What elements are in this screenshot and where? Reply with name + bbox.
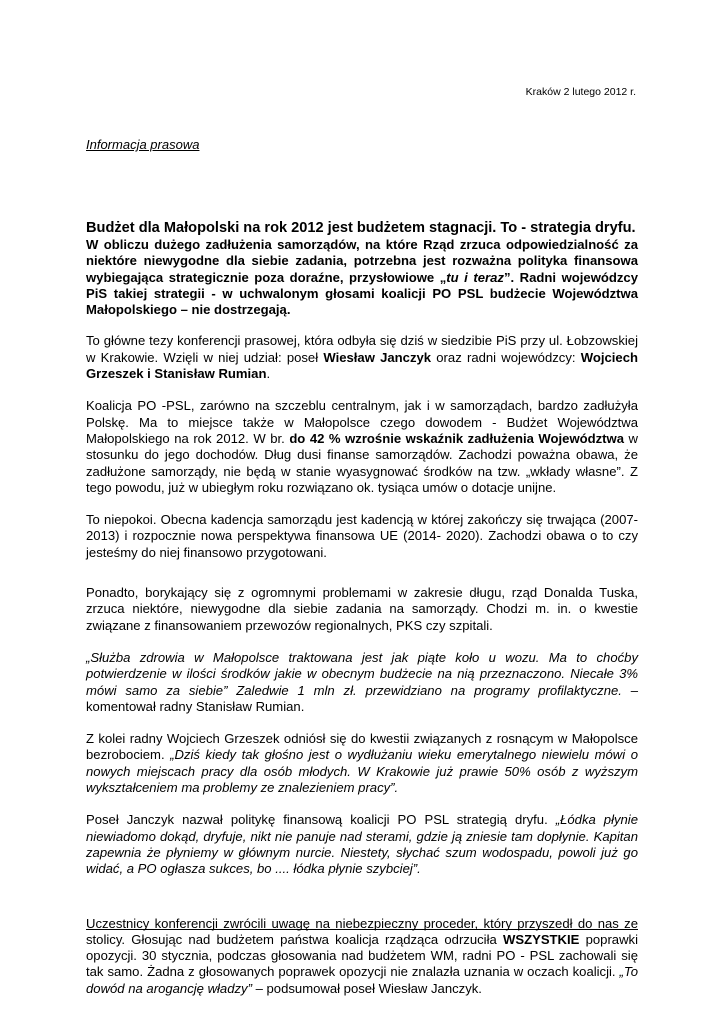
paragraph-amendments <box>86 916 638 997</box>
speaker-names: Wojciech Grzeszek i Stanisław Rumian <box>86 349 638 382</box>
lead-text-2: ”. Radni wojewódzcy PiS takiej strategii - w uchwalonym głosami koalicji PO PSL budżecie Województwa Małopolskiego – nie dostrzegają. <box>86 269 639 318</box>
text: . <box>266 366 271 382</box>
lead-text-1: W obliczu dużego zadłużenia samorządów, na które Rząd zrzuca odpowiedzialność za niektóre niewygodne dla siebie zadania, potrzebna jest rozważna polityka finansowa wybiegająca strategicznie poza doraźne, przysłowiowe „ <box>86 237 638 285</box>
quote: „Łódka płynie niewiadomo dokąd, dryfuje, nikt nie panuje nad sterami, gdzie ją zniesie tam dopłynie. Kapitan zapewnia że płyniemy w głównym nurcie. Niestety, słychać szum wodospadu, powoli już go widać, a PO ogłasza sukces, bo .... łódka płynie szybciej”. <box>86 812 638 877</box>
press-release-label: Informacja prasowa <box>86 137 200 152</box>
text: – podsumował poseł Wiesław Janczyk. <box>251 980 482 996</box>
text: To główne tezy konferencji prasowej, która odbyła się dziś w siedzibie PiS przy ul. Łobzowskiej w Krakowie. Wzięli w niej udział: poseł <box>86 333 638 365</box>
paragraph-health <box>86 650 638 715</box>
text: komentował radny Stanisław Rumian. <box>86 698 305 714</box>
quote: „To dowód na arogancję władzy” <box>86 964 638 996</box>
paragraph-conference <box>86 333 638 382</box>
document-date: Kraków 2 lutego 2012 r. <box>525 86 636 98</box>
paragraph-eu-funds: To niepokoi. Obecna kadencja samorządu jest kadencją w której zakończy się trwająca (2007- 2013) i rozpocznie nowa perspektywa finansowa UE (2014- 2020). Zachodzi obawa o to czy jesteśmy do niej finansowo przygotowani. <box>86 512 638 560</box>
paragraph-drift <box>86 812 638 877</box>
text: Uczestnicy konferencji zwrócili uwagę na niebezpieczny proceder, który przyszedł do nas ze stolicy. Głosując nad budżetem państwa koalicja rządząca odrzuciła <box>86 915 638 947</box>
quote: „Służba zdrowia w Małopolsce traktowana jest jak piąte koło u wozu. Ma to choćby potwierdzenie w ilości środków jakie w obecnym budżecie na nią przeznaczono. Niecałe 3% mówi samo za siebie” Zaledwie 1 mln zł. przewidziano na programy profilaktyczne. – <box>86 649 638 698</box>
text: Z kolei radny Wojciech Grzeszek odniósł się do kwestii związanych z rosnącym w Małopolsce bezrobociem. <box>86 731 638 763</box>
text: oraz radni wojewódzcy: <box>431 349 581 365</box>
quote: „Dziś kiedy tak głośno jest o wydłużaniu wieku emerytalnego niewielu mówi o nowych miejscach pracy dla osób młodych. W Krakowie już prawie 50% osób z wyższym wykształceniem ma problemy ze znalezieniem pracy”. <box>86 747 638 796</box>
text: poprawki opozycji. 30 stycznia, podczas głosowania nad budżetem WM, radni PO - PSL zachowali się tak samo. Żadna z głosowanych poprawek opozycji nie znalazła uznania w oczach koalicji. <box>86 931 639 980</box>
bottom-divider <box>86 929 638 930</box>
paragraph-unemployment <box>86 731 638 796</box>
text: Poseł Janczyk nazwał politykę finansową koalicji PO PSL strategią dryfu. <box>86 812 556 828</box>
speaker-name: Wiesław Janczyk <box>323 349 432 365</box>
document-body <box>86 220 638 1013</box>
lead-quote: tu i teraz <box>446 269 504 285</box>
debt-highlight: do 42 % wzrośnie wskaźnik zadłużenia Województwa <box>289 430 625 446</box>
lead-paragraph <box>86 237 638 318</box>
paragraph-government: Ponadto, borykający się z ogromnymi problemami w zakresie długu, rząd Donalda Tuska, zrzuca niektóre, niewygodne dla siebie zadania na samorządy. Chodzi m. in. o kwestie związane z finansowaniem przewozów regionalnych, PKS czy szpitali. <box>86 585 638 633</box>
emphasis: WSZYSTKIE <box>503 931 580 947</box>
text: Koalicja PO -PSL, zarówno na szczeblu centralnym, jak i w samorządach, bardzo zadłużyła Polskę. Ma to miejsce także w Małopolsce czego dowodem - Budżet Województwa Małopolskiego na rok 2012. W br. <box>86 398 638 446</box>
headline: Budżet dla Małopolski na rok 2012 jest budżetem stagnacji. To - strategia dryfu. <box>86 220 636 236</box>
text: w stosunku do jego dochodów. Dług dusi finanse samorządów. Zachodzi poważna obawa, że zadłużone samorządy, nie będą w stanie wyasygnować środków na tzw. „wkłady własne”. Z tego powodu, już w ubiegłym roku rozwiązano ok. tysiąca umów o dotacje unijne. <box>86 430 638 495</box>
paragraph-debt <box>86 398 638 496</box>
